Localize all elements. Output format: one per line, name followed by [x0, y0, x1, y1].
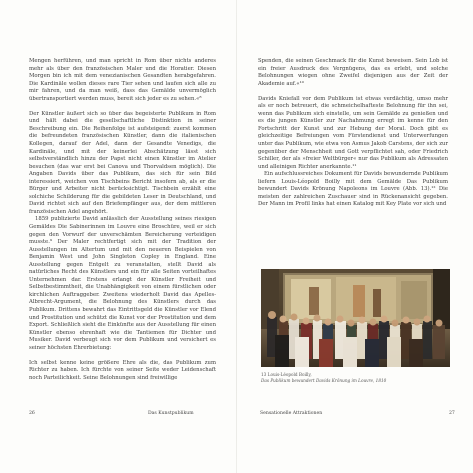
- paragraph: Ein aufschlussreiches Dokument für Davids bewundernde Publikum liefern Louis-Léopold Boilly mit dem Gemälde Das Publikum bewundert Davids Krönung Napoleons im Louvre (Abb. 13).¹² Die meisten der zahlreichen Zuschauer sind in Rückenansicht gegeben. Der Mann im Profil links hat einen Katalog mit Key Plate vor sich und: [258, 171, 448, 208]
- paragraph: Mengen herführen, und man spricht in Rom über nichts anderes mehr als über den französischen Maler und die Horatier. Diesen Morgen bin ich mit dem venezianischen Gesandten herabgefahren. Die Kardinäle wollen dieses rare Tier sehen und laufen sich alle zu mir fahren, und da man weiß, dass das Gemälde unvermöglich übertransportiert werden muss, bereit sich jeder es zu sehen.«⁸: [29, 58, 216, 102]
- right-text-column: [258, 58, 448, 209]
- page-number-left: 26: [29, 411, 35, 416]
- page-number-right: 27: [449, 411, 455, 416]
- paragraph: Davids Kniefall vor dem Publikum ist etwas verdächtig, umso mehr als er noch betreuert, die schmeichelhafteste Belohnung für ihn sei, wenn das Publikum sich einstelle, um sein Gemälde zu genießen und es die jungen Künstler zur Nachahmung erregt im kenne für den Fortschritt der Kunst und zur Hebung der Moral. Doch gibt es gleichzeitige Befreiungen vom Fürstendienst und Unterwerfungen unter das Publikum, wie etwa von Asmus Jakob Carstens, der sich zur gegenüber der Menschheit und Gott verpflichtet sah, oder Friedrich Schiller, der als »freier Weltbürger« nur das Publikum als Adressaten und alleinigen Richter anerkannte.¹¹: [258, 95, 448, 170]
- painting-figure: [261, 269, 450, 367]
- left-page: [0, 0, 236, 473]
- running-head-left: Das Kunstpublikum: [148, 411, 194, 416]
- figure-caption-line: 13 Louis-Léopold Boilly,: [261, 372, 312, 377]
- right-page: [237, 0, 473, 473]
- left-text-column: [29, 58, 216, 382]
- paragraph: Der Künstler äußert sich so über das begeisterte Publikum in Rom und hält dabei die gesellschaftliche Distinktion in seiner Beschreibung ein. Die Reihenfolge ist aufsteigend: zuerst kommen die befreundeten französischen Künstler, dann die italienischen Kollegen, darauf der Adel, dann der Gesandte Venedigs, die Kardinäle, und mit der keinerlei Abschätzung lässt sich selbstverständlich hinzu der Papst nicht einen Künstler im Atelier besuchen (das war erst bei Canova und Thorvaldsen möglich). Die Angaben Davids über das Publikum, das sich für sein Bild interessiert, weichen von Tischbeins Bericht insofern ab, als er die Bürger und Arbeiter nicht berücksichtigt. Tischbein erzählt eine solchiche Schilderung für die gebildeten Leser in Deutschland, und David richtet sich auf den Briefempfänger aus, der dem mittleren französischen Adel angehört.: [29, 110, 216, 215]
- quote-paragraph: Spenden, die seinen Geschmack für die Kunst beweisen. Sein Lob ist ein freier Ausdruck des Vergnügens, das es erlebt, und solche Belohnungen wiegen ohne Zweifel diejenigen aus der Zeit der Akademie auf.«¹⁰: [258, 58, 448, 87]
- paragraph: 1859 publizierte David anlässlich der Ausstellung seines riesigen Gemäldes Die Sabinerinnen im Louvre eine Broschüre, weil er sich gegen den Vorwurf der unverschämten Bereicherung verteidigen musste.⁹ Der Maler rechtfertigt sich mit der Tradition der Ausstellungen im Altertum und mit den neueren Beispielen von Benjamin West und John Singleton Copley in England. Eine Ausstellung gegen Entgelt zu veranstalten, stellt David als natürliches Recht des Künstlers und ein für alle Seiten vorteilhaftes Unternehmen dar. Erstens erlangt der Künstler Freiheit und Selbstbestimmtheit, die Unabhängigkeit von einem fürstlichen oder kirchlichen Auftraggeber. Zweitens wiederholt David das Apelles-Albrecht-Argument, die Belohnung des Künstlers durch das Publikum. Drittens bewahrt das Eintrittsgeld die Künstler vor Elend und Prostitution und schützt die Kunst vor der Prostitution und dem Export. Schließlich sieht die Einkünfte aus der Ausstellung für einen Künstler ebenso ehrenhaft wie die Tantiemen für Dichter und Musiker. David verbeugt sich vor dem Publikum und versichert es seiner höchsten Ehrerbietung:: [29, 216, 216, 351]
- figure-caption: [261, 372, 451, 384]
- painting-image: [261, 269, 450, 367]
- figure-caption-title: Das Publikum bewundert Davids Krönung im Louvre, 1810: [261, 377, 387, 383]
- quote-paragraph: Ich selbst kenne keine größere Ehre als die, das Publikum zum Richter zu haben. Ich fürchte von seiner Seite weder Leidenschaft noch Parteilichkeit. Seine Belohnungen sind freiwillige: [29, 359, 216, 381]
- running-head-right: Sensationelle Attraktionen: [260, 411, 323, 416]
